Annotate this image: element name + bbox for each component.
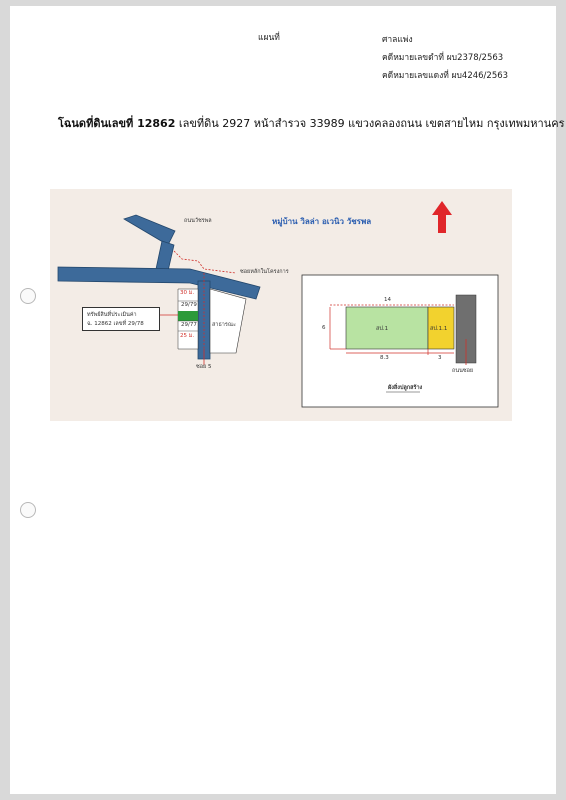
plot-note-line1: ทรัพย์สินที่ประเมินค่า [87, 312, 137, 318]
north-arrow-icon [432, 201, 452, 233]
dim-ext: 3 [438, 355, 442, 361]
inner-road-label: ซอยหลักในโครงการ [240, 269, 289, 275]
building-1-label: สป.1 [376, 326, 389, 332]
punch-hole-top [20, 288, 36, 304]
building-1-1-label: สป.1.1 [430, 326, 448, 332]
public-land-label: สาธารณะ [212, 322, 236, 328]
house-29-79: 29/79 [181, 302, 197, 308]
red-case-number: คดีหมายเลขแดงที่ ผบ4246/2563 [382, 71, 509, 81]
map-photo [50, 189, 512, 421]
soi-5-label: ซอย 5 [196, 364, 212, 370]
distance-30m: 30 ม. [180, 290, 195, 296]
deed-number: โฉนดที่ดินเลขที่ 12862 [58, 117, 176, 130]
dim-main: 8.3 [380, 355, 389, 361]
dim-total: 14 [384, 297, 391, 303]
distance-25m: 25 ม. [180, 333, 195, 339]
road-watcharaphon-label: ถนนวัชรพล [184, 218, 212, 224]
black-case-number: คดีหมายเลขดำที่ ผบ2378/2563 [382, 53, 504, 63]
house-29-77: 29/77 [181, 322, 197, 328]
subject-plot-note [82, 307, 160, 331]
plot-note-line2: ฉ. 12862 เลขที่ 29/78 [87, 321, 144, 327]
punch-hole-bottom [20, 502, 36, 518]
village-name: หมู่บ้าน วิลล่า อเวนิว วัชรพล [272, 217, 372, 226]
dim-depth: 6 [322, 325, 326, 331]
deed-details: เลขที่ดิน 2927 หน้าสำรวจ 33989 แขวงคลองถนน เขตสายไหม กรุงเทพมหานคร [175, 117, 565, 130]
plan-caption: ผังสิ่งปลูกสร้าง [388, 385, 423, 391]
court-name: ศาลแพ่ง [382, 35, 413, 45]
road-label: ถนนซอย [452, 368, 474, 374]
deed-title [58, 114, 565, 132]
map-label: แผนที่ [258, 33, 280, 43]
